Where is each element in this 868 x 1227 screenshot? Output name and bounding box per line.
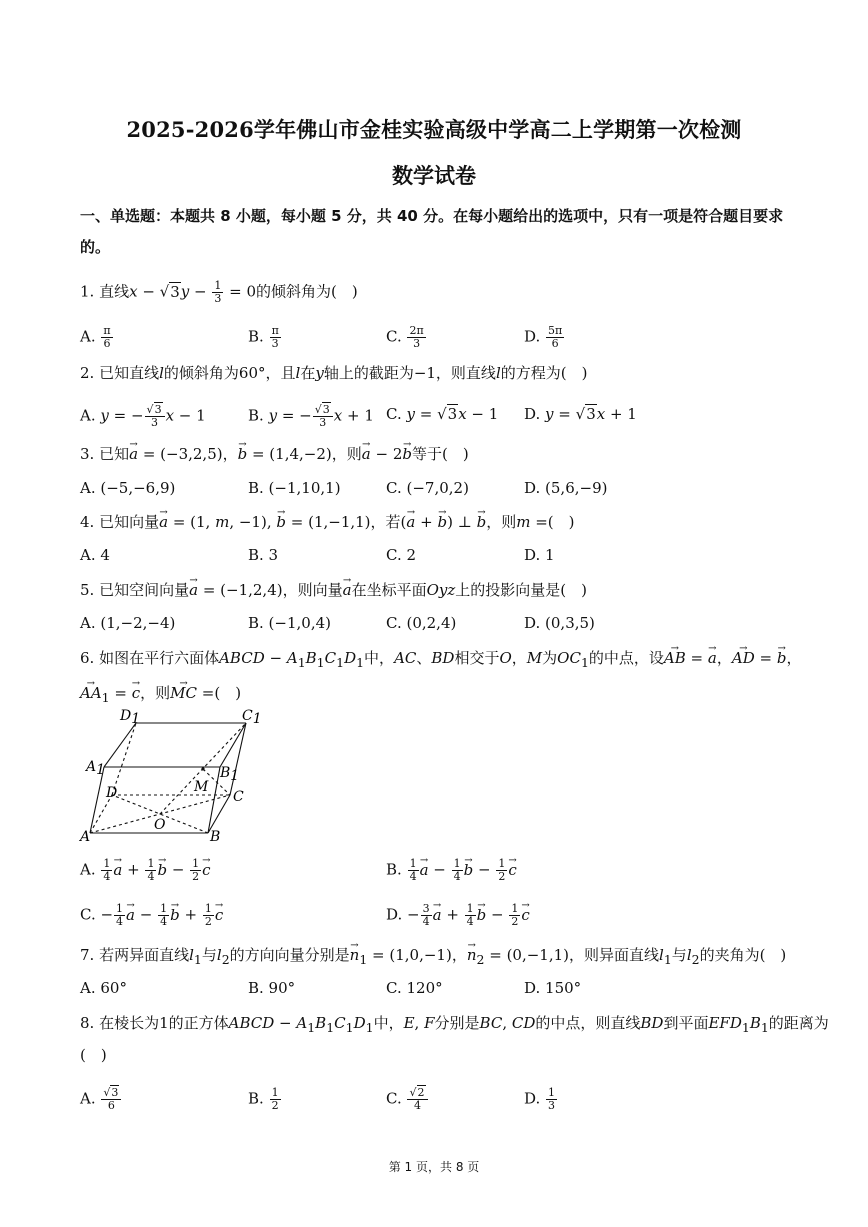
question-2: 2. 已知直线l的倾斜角为60°，且l在y轴上的截距为−1，则直线l的方程为( ) [80,364,588,382]
page-title: 2025-2026学年佛山市金桂实验高级中学高二上学期第一次检测 [126,117,742,142]
q5-option-c[interactable]: C. (0,2,4) [386,614,457,632]
section-heading-cont: 的。 [80,238,111,256]
label-a1: A1 [86,759,106,778]
question-5: 5. 已知空间向量→ a = (−1,2,4)，则向量→ a在坐标平面Oyz上的投影向量是( ) [80,580,587,600]
q8-option-b[interactable]: B. $\frac{1}{2}$ [248,1086,279,1112]
label-o: O [154,817,166,833]
q8-option-a[interactable]: A. $\frac{√3}{6}$ [80,1087,122,1112]
q5-option-d[interactable]: D. (0,3,5) [524,614,595,632]
page-footer: 第 1 页，共 8 页 [388,1160,480,1174]
q7-option-d[interactable]: D. 150° [524,979,582,997]
q1-option-a[interactable]: A. $\frac{\pi}{6}$ [80,324,111,350]
q7-option-c[interactable]: C. 120° [386,979,443,997]
q3-option-d[interactable]: D. (5,6,−9) [524,479,608,497]
section-heading: 一、单选题：本题共 8 小题，每小题 5 分，共 40 分。在每小题给出的选项中，只有一项是符合题目要求 [80,207,784,225]
q4-option-b[interactable]: B. 3 [248,546,279,564]
q6-option-d[interactable]: D. − $\frac{3}{4}$ → a + $\frac{1}{4}$ → b − $\frac{1}{2}$ → c [386,903,530,928]
q8-option-c[interactable]: C. $\frac{√2}{4}$ [386,1087,429,1112]
q2-option-b[interactable]: B. y = − $\frac{√3}{3}$ x + 1 [248,403,374,429]
question-8-cont: ( ) [80,1046,107,1064]
q6-option-b[interactable]: B. $\frac{1}{4}$ → a − $\frac{1}{4}$ → b − $\frac{1}{2}$ → c [386,858,517,883]
question-8: 8. 在棱长为1的正方体ABCD − $A_1B_1C_1D_1$中，E, F分别是BC, CD的中点，则直线BD到平面$EFD_1B_1$的距离为 [80,1014,829,1035]
q2-option-c[interactable]: C. y = √3x − 1 [386,405,499,423]
label-d1: D1 [120,708,141,727]
q4-option-d[interactable]: D. 1 [524,546,555,564]
label-c: C [233,789,244,805]
question-6-cont: → $AA_1$ = → c，则→ MC =( ) [80,683,241,708]
label-d: D [106,785,118,801]
q4-option-c[interactable]: C. 2 [386,546,417,564]
q4-option-a[interactable]: A. 4 [80,546,110,564]
label-m: M [194,779,209,795]
q6-option-c[interactable]: C. − $\frac{1}{4}$ → a − $\frac{1}{4}$ → b + $\frac{1}{2}$ → c [80,903,223,928]
q5-option-a[interactable]: A. (1,−2,−4) [80,614,176,632]
q2-option-a[interactable]: A. y = − $\frac{√3}{3}$ x − 1 [80,403,206,429]
label-b1: B1 [220,765,240,784]
question-3: 3. 已知→ a = (−3,2,5)，→ b = (1,4,−2)，则→ a − 2→ b等于( ) [80,444,469,464]
label-a: A [80,829,91,845]
q7-option-a[interactable]: A. 60° [80,979,127,997]
q2-option-d[interactable]: D. y = √3x + 1 [524,405,637,423]
question-4: 4. 已知向量→ a = (1, m, −1), → b = (1,−1,1)，若(→ a + → b) ⊥ → b，则m =( ) [80,512,575,532]
q8-option-d[interactable]: D. $\frac{1}{3}$ [524,1086,556,1112]
parallelepiped-figure [78,705,268,845]
q5-option-b[interactable]: B. (−1,0,4) [248,614,331,632]
q1-option-d[interactable]: D. $\frac{5\pi}{6}$ [524,324,563,350]
question-1: 1. 直线x − √3y − $\frac{1}{3}$ = 0的倾斜角为( ) [80,279,358,305]
question-7: 7. 若两异面直线$l_1$与$l_2$的方向向量分别是→ $n_1 = (1,0,-1)$，→ $n_2 = (0,-1,1)$，则异面直线$l_1$与$l_2$的夹角为( ) [80,945,786,970]
q1-option-b[interactable]: B. $\frac{\pi}{3}$ [248,324,279,350]
q3-option-a[interactable]: A. (−5,−6,9) [80,479,176,497]
label-c1: C1 [242,708,262,727]
q7-option-b[interactable]: B. 90° [248,979,296,997]
q3-option-b[interactable]: B. (−1,10,1) [248,479,341,497]
q6-option-a[interactable]: A. $\frac{1}{4}$ → a + $\frac{1}{4}$ → b − $\frac{1}{2}$ → c [80,858,211,883]
label-b: B [210,829,221,845]
q1-option-c[interactable]: C. $\frac{2\pi}{3}$ [386,324,424,350]
question-6: 6. 如图在平行六面体ABCD − $A_1B_1C_1D_1$中，AC、BD相交于O，M为$OC_1$的中点，设→ AB = → a，→ AD = → b， [80,648,801,673]
q3-option-c[interactable]: C. (−7,0,2) [386,479,469,497]
page-subtitle: 数学试卷 [392,163,476,188]
